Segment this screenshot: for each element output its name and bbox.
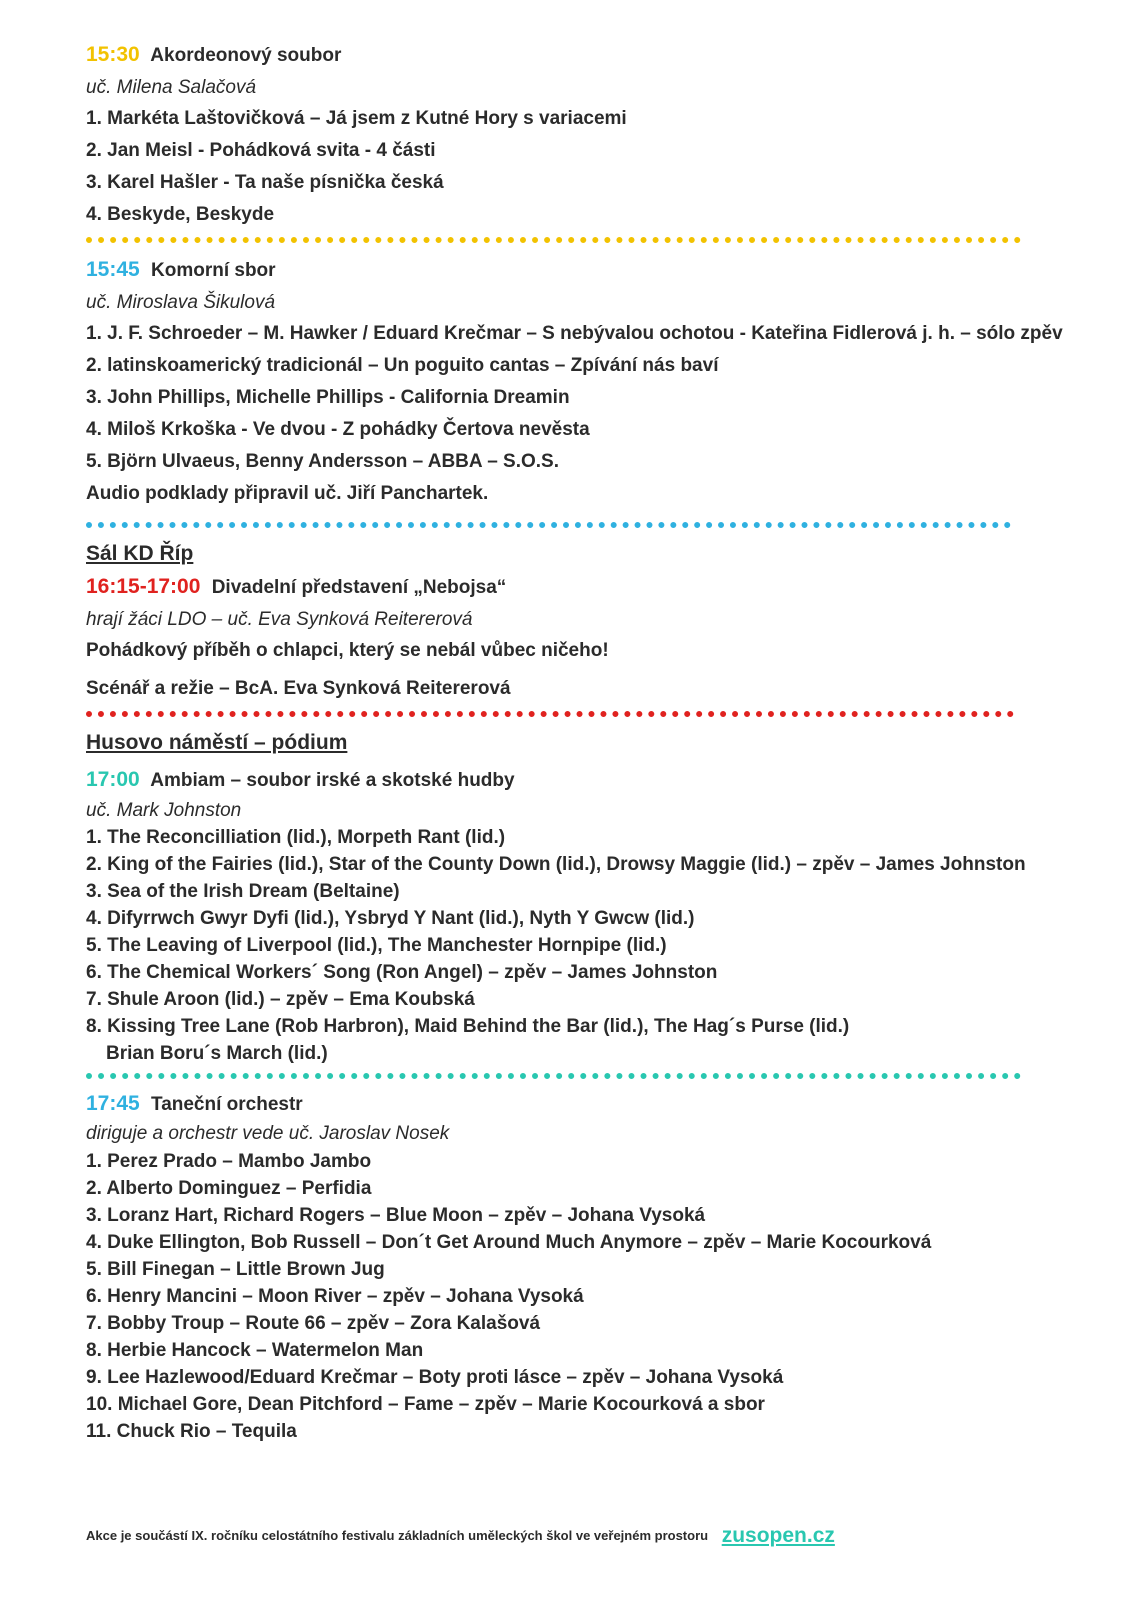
block2-title: Komorní sbor — [151, 260, 276, 281]
list-item: 5. The Leaving of Liverpool (lid.), The Manchester Hornpipe (lid.) — [86, 935, 667, 956]
block3-heading — [86, 570, 1106, 605]
list-item: 4. Difyrrwch Gwyr Dyfi (lid.), Ysbryd Y Nant (lid.), Nyth Y Gwcw (lid.) — [86, 908, 695, 929]
program-page — [86, 38, 1106, 1445]
list-item: 8. Herbie Hancock – Watermelon Man — [86, 1340, 424, 1361]
list-item: 3. John Phillips, Michelle Phillips - California Dreamin — [86, 387, 570, 408]
list-item: 3. Karel Hašler - Ta naše písnička česká — [86, 172, 444, 193]
block5-teacher: diriguje a orchestr vede uč. Jaroslav Nosek — [86, 1123, 450, 1144]
block1-time: 15:30 — [86, 43, 140, 66]
list-item: 1. The Reconcilliation (lid.), Morpeth Rant (lid.) — [86, 827, 506, 848]
list-item: 2. Jan Meisl - Pohádková svita - 4 části — [86, 140, 436, 161]
block1-heading — [86, 38, 1106, 73]
list-item: 3. Loranz Hart, Richard Rogers – Blue Moon – zpěv – Johana Vysoká — [86, 1205, 706, 1226]
block4-time: 17:00 — [86, 768, 140, 791]
block3-time: 16:15-17:00 — [86, 575, 201, 598]
list-item: 10. Michael Gore, Dean Pitchford – Fame – zpěv – Marie Kocourková a sbor — [86, 1394, 765, 1415]
block4-title: Ambiam – soubor irské a skotské hudby — [150, 770, 515, 791]
list-item: 2. latinskoamerický tradicionál – Un poguito cantas – Zpívání nás baví — [86, 355, 719, 376]
list-item: 7. Bobby Troup – Route 66 – zpěv – Zora Kalašová — [86, 1313, 541, 1334]
block4-teacher: uč. Mark Johnston — [86, 800, 242, 821]
list-item: 4. Beskyde, Beskyde — [86, 204, 275, 225]
list-item: 1. J. F. Schroeder – M. Hawker / Eduard Krečmar – S nebývalou ochotou - Kateřina Fidlerová j. h. – sólo zpěv — [86, 323, 1063, 344]
block4-heading — [86, 763, 1106, 798]
list-item-continuation: Brian Boru´s March (lid.) — [106, 1043, 328, 1064]
list-item: 3. Sea of the Irish Dream (Beltaine) — [86, 881, 400, 902]
divider-teal — [86, 1073, 1021, 1079]
list-item: 9. Lee Hazlewood/Eduard Krečmar – Boty proti lásce – zpěv – Johana Vysoká — [86, 1367, 784, 1388]
venue-title-1: Sál KD Říp — [86, 542, 194, 565]
block3-title: Divadelní představení „Nebojsa“ — [211, 577, 507, 598]
block2-time: 15:45 — [86, 258, 140, 281]
block5-time: 17:45 — [86, 1092, 140, 1115]
list-item: 4. Duke Ellington, Bob Russell – Don´t Get Around Much Anymore – zpěv – Marie Kocourková — [86, 1232, 932, 1253]
block5-title: Taneční orchestr — [151, 1094, 303, 1115]
footer — [86, 1524, 835, 1548]
block3-credits: Scénář a režie – BcA. Eva Synková Reitererová — [86, 678, 511, 699]
block1-teacher: uč. Milena Salačová — [86, 77, 257, 98]
divider-red — [86, 711, 1014, 717]
list-item: 2. King of the Fairies (lid.), Star of the County Down (lid.), Drowsy Maggie (lid.) – zpěv – James Johnston — [86, 854, 1026, 875]
divider-yellow — [86, 237, 1021, 243]
list-item: 1. Perez Prado – Mambo Jambo — [86, 1151, 372, 1172]
list-item: 4. Miloš Krkoška - Ve dvou - Z pohádky Čertova nevěsta — [86, 419, 590, 440]
venue-title-2: Husovo náměstí – pódium — [86, 731, 348, 754]
divider-blue — [86, 522, 1011, 528]
list-item: 7. Shule Aroon (lid.) – zpěv – Ema Koubská — [86, 989, 475, 1010]
list-item: 1. Markéta Laštovičková – Já jsem z Kutné Hory s variacemi — [86, 108, 627, 129]
block2-teacher: uč. Miroslava Šikulová — [86, 292, 276, 313]
footer-text: Akce je součástí IX. ročníku celostátního festivalu základních uměleckých škol ve veřejném prostoru — [86, 1528, 709, 1543]
list-item: 5. Björn Ulvaeus, Benny Andersson – ABBA – S.O.S. — [86, 451, 560, 472]
list-item: 2. Alberto Dominguez – Perfidia — [86, 1178, 372, 1199]
block2-heading — [86, 253, 1106, 288]
footer-site-link[interactable]: zusopen.cz — [721, 1524, 835, 1547]
block3-description: Pohádkový příběh o chlapci, který se nebál vůbec ničeho! — [86, 640, 609, 661]
list-item: 6. Henry Mancini – Moon River – zpěv – Johana Vysoká — [86, 1286, 584, 1307]
block1-title: Akordeonový soubor — [150, 45, 342, 66]
list-item: 8. Kissing Tree Lane (Rob Harbron), Maid Behind the Bar (lid.), The Hag´s Purse (lid.) — [86, 1016, 850, 1037]
block3-teacher: hrají žáci LDO – uč. Eva Synková Reitererová — [86, 609, 473, 630]
list-item: 6. The Chemical Workers´ Song (Ron Angel) – zpěv – James Johnston — [86, 962, 718, 983]
block5-heading — [86, 1089, 1106, 1120]
list-item: 5. Bill Finegan – Little Brown Jug — [86, 1259, 385, 1280]
audio-note: Audio podklady připravil uč. Jiří Panchartek. — [86, 483, 489, 504]
list-item: 11. Chuck Rio – Tequila — [86, 1421, 297, 1442]
